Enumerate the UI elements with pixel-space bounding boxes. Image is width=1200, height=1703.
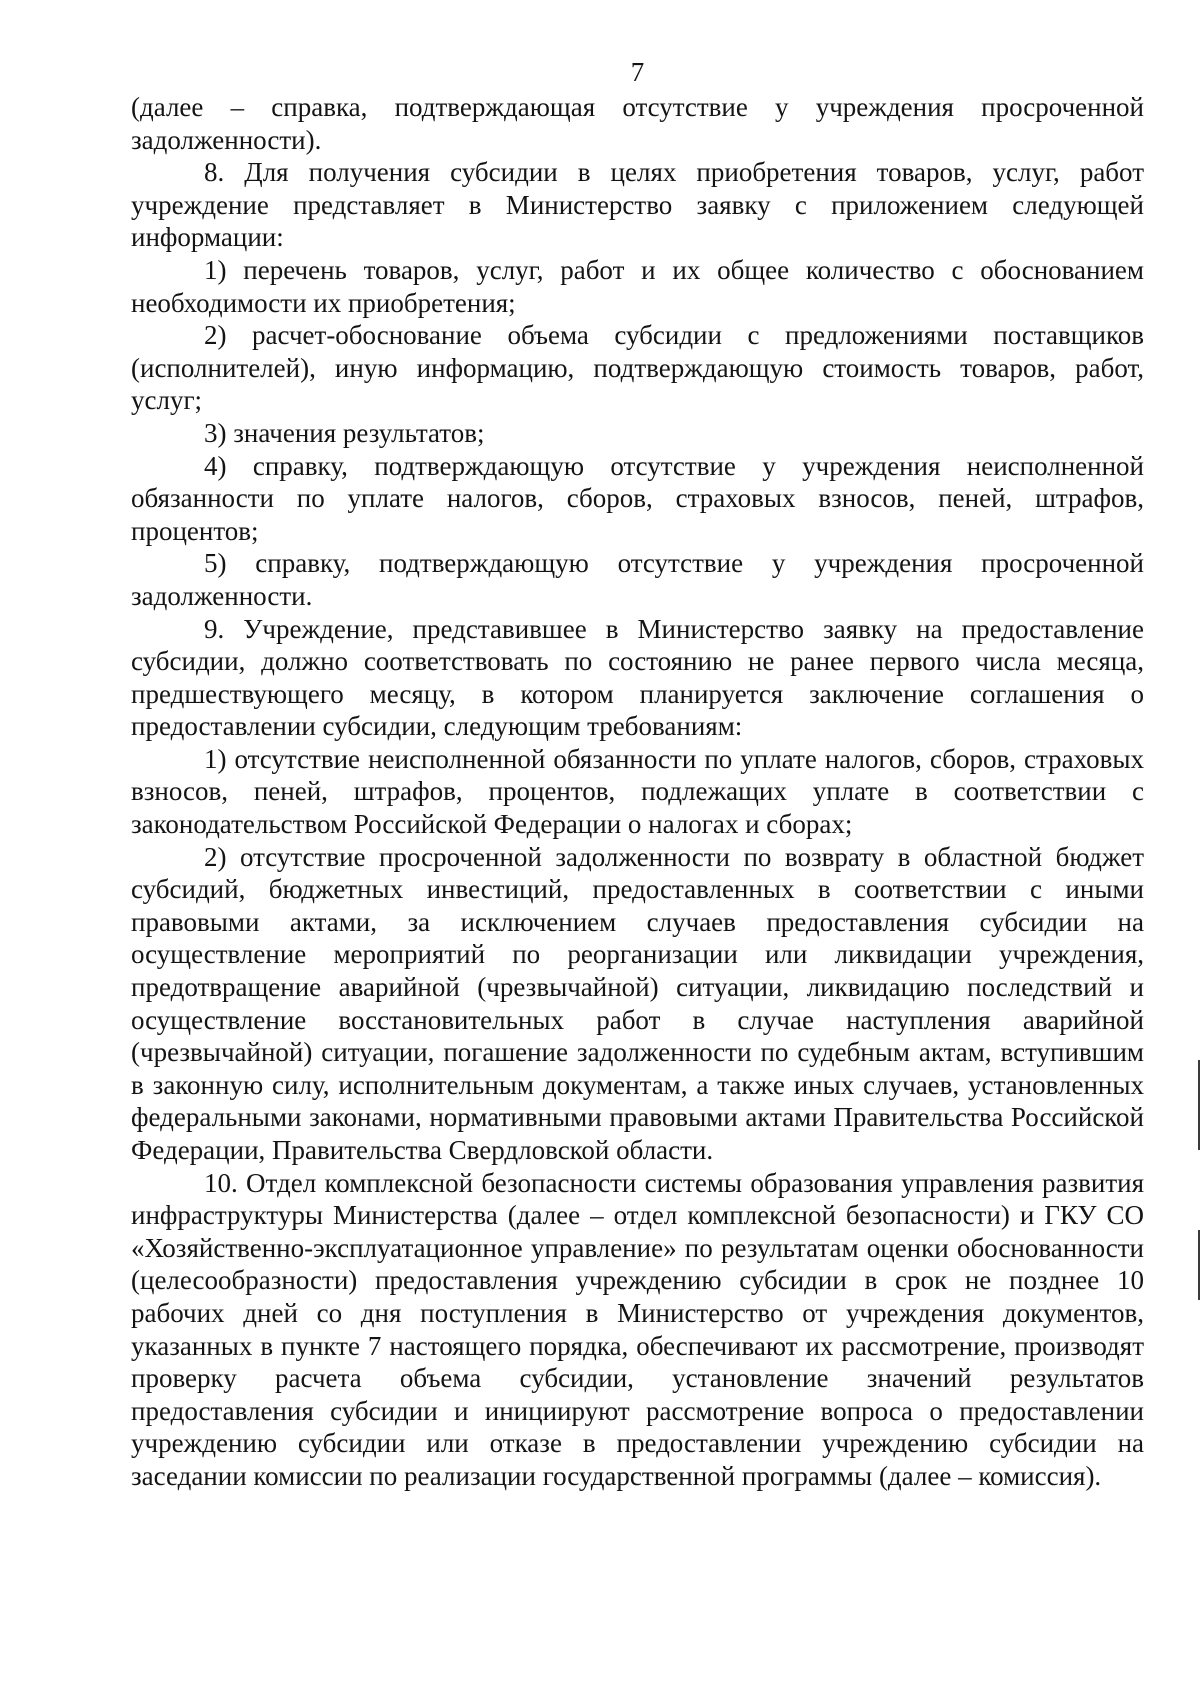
subitem-8-4: 4) справку, подтверждающую отсутствие у учреждения неисполненной обязанности по уплате налогов, сборов, страховых взносов, пеней, штрафов, процентов; — [131, 450, 1144, 546]
paragraph-item-10: 10. Отдел комплексной безопасности системы образования управления развития инфраструктуры Министерства (далее – отдел комплексной безопасности) и ГКУ СО «Хозяйственно-эксплуатационное управление» по результатам оценки обоснованности (целесообразности) предоставления учреждению субсидии в срок не позднее 10 рабочих дней со дня поступления в Министерство от учреждения документов, указанных в пункте 7 настоящего порядка, обеспечивают их рассмотрение, производят проверку расчета объема субсидии, установление значений результатов предоставления субсидии и инициируют рассмотрение вопроса о предоставлении учреждению субсидии или отказе в предоставлении учреждению субсидии на заседании комиссии по реализации государственной программы (далее – комиссия). — [131, 1167, 1144, 1491]
document-body — [131, 91, 1144, 1493]
paragraph-item-8: 8. Для получения субсидии в целях приобретения товаров, услуг, работ учреждение представляет в Министерство заявку с приложением следующей информации: — [131, 157, 1144, 253]
subitem-8-1: 1) перечень товаров, услуг, работ и их общее количество с обоснованием необходимости их приобретения; — [131, 254, 1144, 318]
subitem-8-2: 2) расчет-обоснование объема субсидии с предложениями поставщиков (исполнителей), иную информацию, подтверждающую стоимость товаров, работ, услуг; — [131, 320, 1144, 416]
page-number: 7 — [630, 57, 645, 87]
subitem-8-5: 5) справку, подтверждающую отсутствие у учреждения просроченной задолженности. — [131, 548, 1144, 611]
subitem-9-2: 2) отсутствие просроченной задолженности по возврату в областной бюджет субсидий, бюджетных инвестиций, предоставленных в соответствии с иными правовыми актами, за исключением случаев предоставления субсидии на осуществление мероприятий по реорганизации или ликвидации учреждения, предотвращение аварийной (чрезвычайной) ситуации, ликвидацию последствий и осуществление восстановительных работ в случае наступления аварийной (чрезвычайной) ситуации, погашение задолженности по судебным актам, вступившим в законную силу, исполнительным документам, а также иных случаев, установленных федеральными законами, нормативными правовыми актами Правительства Российской Федерации, Правительства Свердловской области. — [131, 841, 1144, 1165]
paragraph-continuation: (далее – справка, подтверждающая отсутствие у учреждения просроченной задолженности). — [131, 92, 1144, 155]
paragraph-item-9: 9. Учреждение, представившее в Министерство заявку на предоставление субсидии, должно соответствовать по состоянию не ранее первого числа месяца, предшествующего месяцу, в котором планируется заключение соглашения о предоставлении субсидии, следующим требованиям: — [131, 613, 1144, 742]
subitem-8-3: 3) значения результатов; — [204, 417, 485, 448]
subitem-9-1: 1) отсутствие неисполненной обязанности по уплате налогов, сборов, страховых взносов, пеней, штрафов, процентов, подлежащих уплате в соответствии с законодательством Российской Федерации о налогах и сборах; — [131, 743, 1144, 840]
